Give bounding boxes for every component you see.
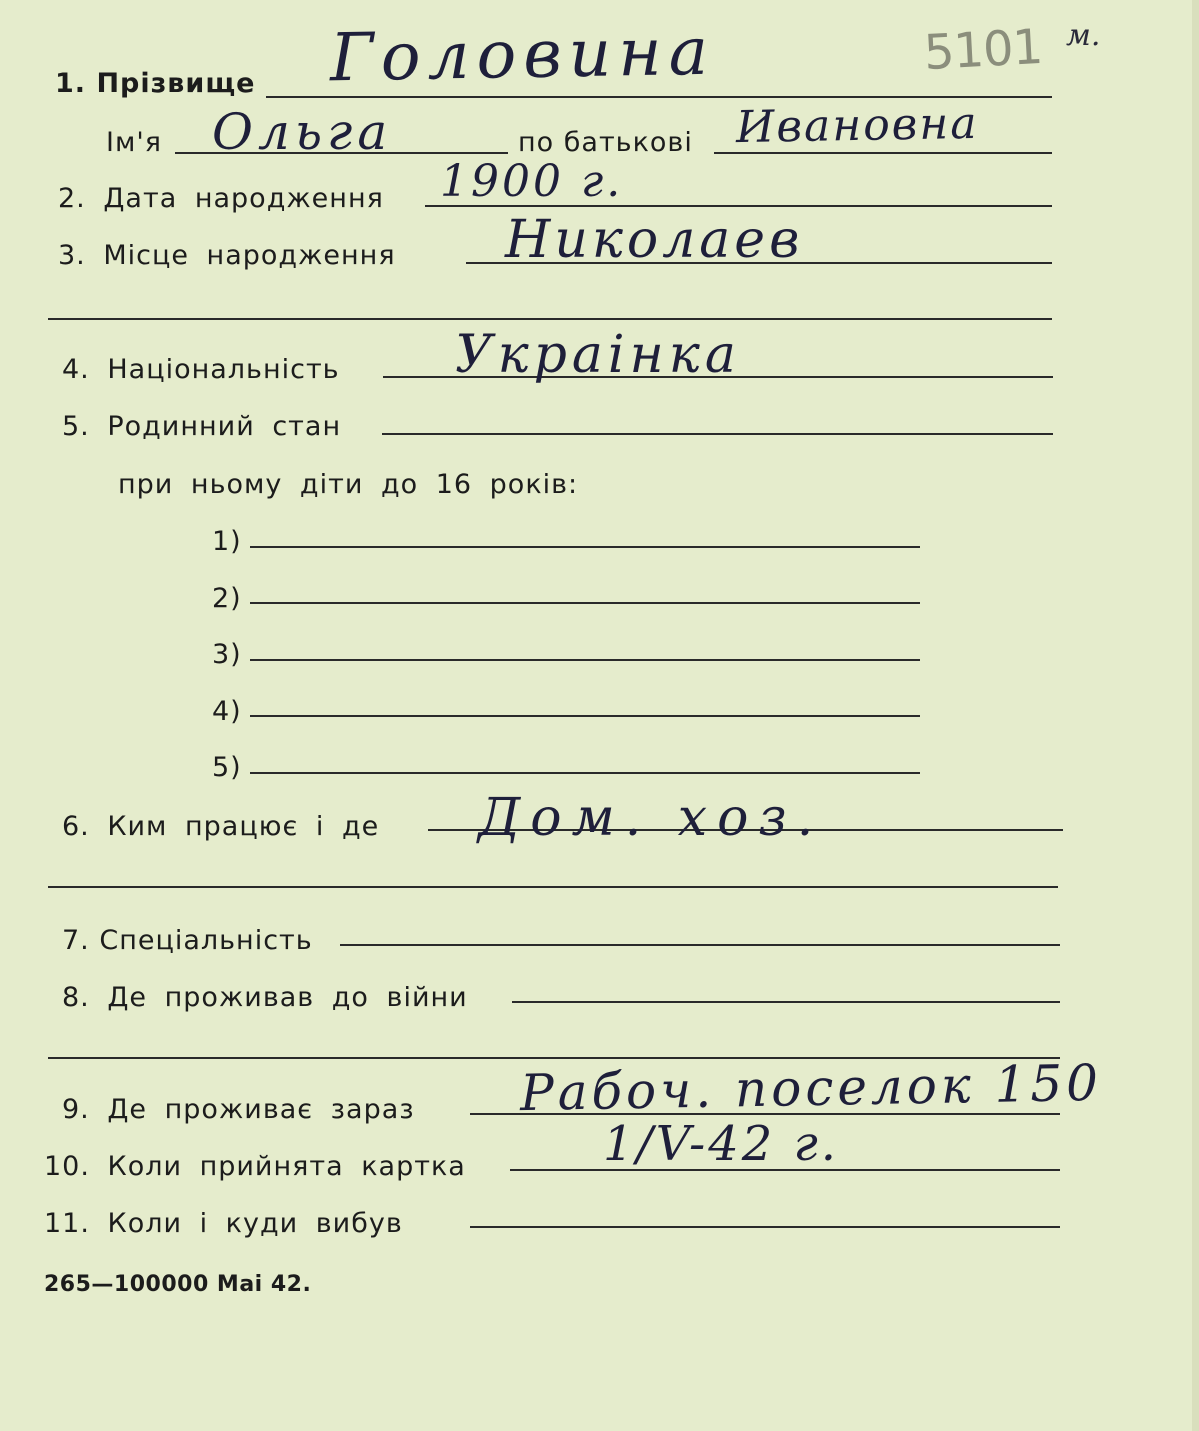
current-residence-label: 9. Де проживає зараз — [62, 1094, 415, 1125]
occupation-value: Дом. хоз. — [478, 788, 824, 848]
card-edge — [1192, 0, 1199, 1431]
child-1-line — [250, 546, 920, 548]
nationality-label: 4. Національність — [62, 354, 340, 385]
birth-place-label: 3. Місце народження — [58, 240, 396, 271]
child-3-line — [250, 659, 920, 661]
registry-suffix: м. — [1066, 18, 1101, 53]
child-2-num: 2) — [212, 583, 242, 614]
marital-status-line — [382, 433, 1053, 435]
child-4-num: 4) — [212, 696, 242, 727]
patronymic-value: Ивановна — [735, 97, 979, 154]
patronymic-label: по батькові — [518, 127, 693, 158]
print-imprint: 265—100000 Mai 42. — [44, 1272, 312, 1297]
child-5-line — [250, 772, 920, 774]
child-4-line — [250, 715, 920, 717]
nationality-value: Украінка — [455, 325, 741, 385]
child-5-num: 5) — [212, 752, 242, 783]
surname-value: Головина — [329, 12, 716, 97]
birth-place-value: Николаев — [505, 210, 804, 270]
birth-date-label: 2. Дата народження — [58, 183, 384, 214]
first-name-label: Ім'я — [106, 127, 162, 158]
specialty-label: 7. Спеціальність — [62, 925, 313, 956]
departure-label: 11. Коли і куди вибув — [44, 1208, 403, 1239]
first-name-value: Ольга — [212, 103, 393, 161]
card-accepted-label: 10. Коли прийнята картка — [44, 1151, 466, 1182]
specialty-line — [340, 944, 1060, 946]
birth-place-line-2 — [48, 318, 1052, 320]
current-residence-value: Рабоч. поселок 150 — [519, 1053, 1103, 1123]
registry-number: 5101 — [922, 18, 1044, 82]
children-heading: при ньому діти до 16 років: — [118, 469, 579, 500]
birth-date-value: 1900 г. — [440, 156, 624, 207]
departure-line — [470, 1226, 1060, 1228]
marital-status-label: 5. Родинний стан — [62, 411, 342, 442]
occupation-line-2 — [48, 886, 1058, 888]
card-accepted-value: 1/V-42 г. — [603, 1116, 840, 1172]
prewar-residence-label: 8. Де проживав до війни — [62, 982, 468, 1013]
child-2-line — [250, 602, 920, 604]
child-1-num: 1) — [212, 526, 242, 557]
prewar-residence-line — [512, 1001, 1060, 1003]
occupation-label: 6. Ким працює і де — [62, 811, 380, 842]
child-3-num: 3) — [212, 639, 242, 670]
surname-label: 1. Прізвище — [55, 68, 256, 99]
